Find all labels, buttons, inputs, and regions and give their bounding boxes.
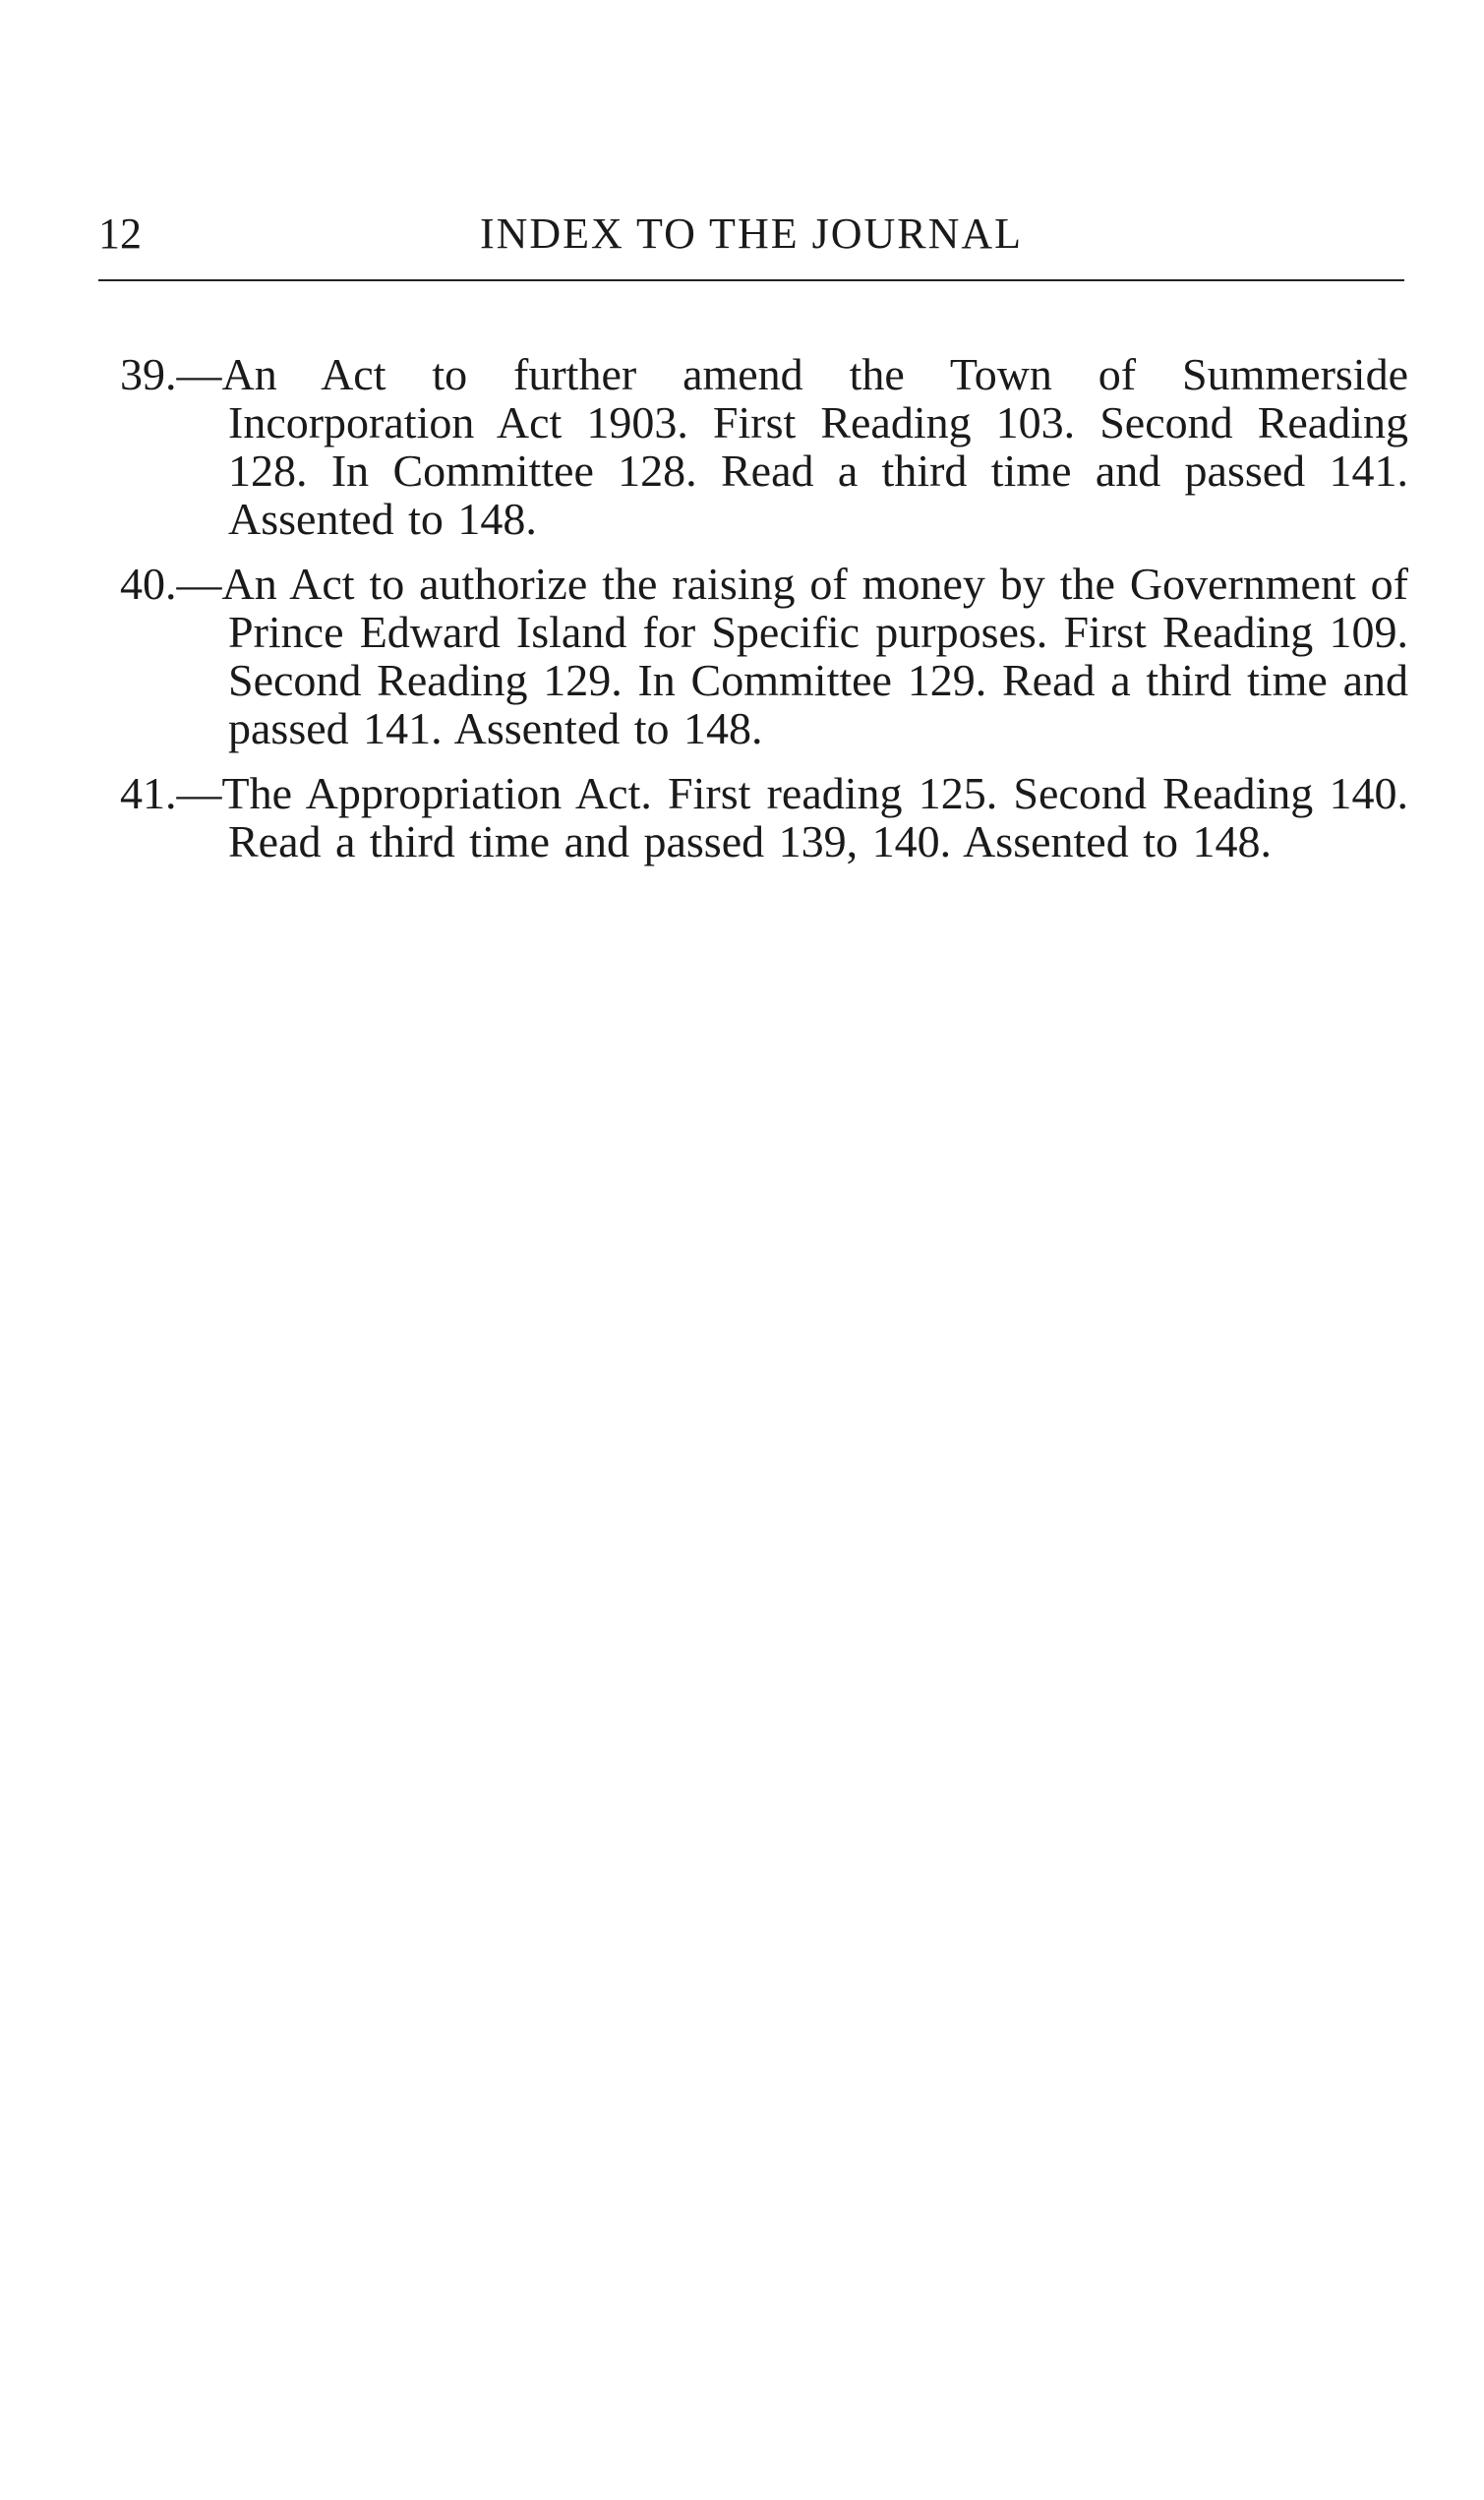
index-entry-40	[120, 560, 1408, 752]
page-number: 12	[98, 209, 142, 258]
index-entry-39	[120, 350, 1408, 543]
index-entries	[120, 350, 1408, 882]
page-header	[98, 205, 1404, 264]
entry-text: —An Act to further amend the Town of Summerside Incorporation Act 1903. First Reading 103. Second Reading 128. In Committee 128. Read a third time and passed 141. Assented to 148.	[176, 349, 1408, 544]
header-rule	[98, 279, 1404, 281]
entry-number: 41.	[120, 768, 177, 818]
entry-text: —The Appropriation Act. First reading 125. Second Reading 140. Read a third time and passed 139, 140. Assented to 148.	[176, 768, 1408, 866]
entry-number: 40.	[120, 559, 177, 609]
entry-text: —An Act to authorize the raising of money by the Government of Prince Edward Island for Specific purposes. First Reading 109. Second Reading 129. In Committee 129. Read a third time and passed 141. Assented to 148.	[176, 559, 1408, 753]
entry-number: 39.	[120, 349, 177, 399]
index-entry-41	[120, 769, 1408, 865]
running-head-title: INDEX TO THE JOURNAL	[479, 209, 1024, 258]
